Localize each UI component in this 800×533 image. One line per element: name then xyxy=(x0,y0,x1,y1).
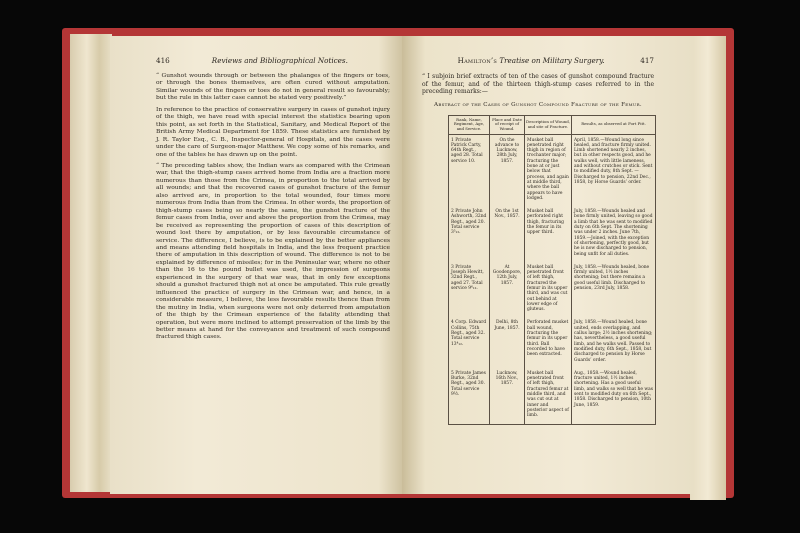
page-edges-right xyxy=(690,36,726,500)
column-header: Description of Wound, and site of Fracture. xyxy=(525,115,572,134)
running-title-rest: Treatise on Military Surgery. xyxy=(499,56,605,65)
table-cell: Musket ball penetrated right thigh in region of trochanter major; fracturing the bone at or just below that process, and again at middle third, where the ball appears to have lodged. xyxy=(525,134,572,206)
table-cell: 2 Private John Ashworth, 32nd Regt., aged 20. Total service 3⁵₁₂. xyxy=(449,206,490,262)
table-heading: Abstract of the Cases of Gunshot Compound Fracture of the Femur. xyxy=(434,101,642,108)
table-cell: 3 Private Joseph Hewitt, 32nd Regt., aged 27. Total service 9⁶₁₂. xyxy=(449,262,490,318)
table-cell: On the advance to Lucknow, 28th July, 1857. xyxy=(490,134,525,206)
table-cell: On the 1st Nov., 1857. xyxy=(490,206,525,262)
table-row xyxy=(449,317,656,367)
column-header: Rank, Name, Regiment, Age, and Service. xyxy=(449,115,490,134)
running-title-author: Hamilton’s xyxy=(457,56,498,65)
table-row xyxy=(449,262,656,318)
table-cell: Lucknow, 16th Nov., 1857. xyxy=(490,368,525,424)
table-cell: April, 1858.—Wound long since healed, and fracture firmly united. Limb shortened nearly 2 inches, but in other respects good, and he walks well, with little lameness, and without crutches or stick. Sent to modified duty, 8th Sept. —Discharged to pension, 22nd Dec., 1858, by Horse Guards’ order. xyxy=(572,134,656,206)
right-page-number: 417 xyxy=(640,56,654,65)
table-cell: Musket ball perforated right thigh, fracturing the femur in its upper third. xyxy=(525,206,572,262)
left-running-title: Reviews and Bibliographical Notices. xyxy=(211,56,348,65)
table-row xyxy=(449,368,656,424)
paragraph: In reference to the practice of conservative surgery in cases of gunshot injury of the thigh, we have read with special interest the statistics bearing upon this point, as set forth in the Statistical, Sanitary, and Medical Report of the British Army Medical Department for 1859. These statistics are furnished by J. R. Taylor Esq., C. B., Inspector-general of Hospitals, and the cases were under the care of Surgeon-major Matthew. We copy some of his remarks, and one of the tables he has drawn up on the point. xyxy=(156,106,390,158)
left-page-number: 416 xyxy=(156,56,170,65)
table-cell: 5 Private James Burke, 32nd Regt., aged 30. Total service 9½. xyxy=(449,368,490,424)
table-cell: Delhi, 8th June, 1857. xyxy=(490,317,525,367)
table-cell: At Goodenpore, 12th July, 1857. xyxy=(490,262,525,318)
column-header: Place and Date of receipt of Wound. xyxy=(490,115,525,134)
table-cell: Musket ball penetrated front of left thigh, fractured femur at middle third, and was cut out at inner and posterior aspect of limb. xyxy=(525,368,572,424)
paragraph: “ Gunshot wounds through or between the phalanges of the fingers or toes, or through the bones themselves, are often cured without amputation. Similar wounds of the fingers or toes do not in general result so favourably; but the rule in this latter case cannot be stated very positively.” xyxy=(156,73,390,102)
table-cell: Perforated musket ball wound, fracturing the femur in its upper third. Ball recorded to have been extracted. xyxy=(525,317,572,367)
table-header-row xyxy=(449,115,656,134)
table-cell: July, 1858.—Wounds healed, bone firmly united, 1½ inches shortening; but there remains a good useful limb. Discharged to pension, 23rd July, 1858. xyxy=(572,262,656,318)
table-cell: July, 1858.—Wounds healed and bone firmly united, leaving so good a limb that he was sent to modified duty on 6th Sept. The shortening was under 2 inches. June 7th, 1859.—Joined, with the exception of shortening, perfectly good, but he is now discharged to pension, being unfit for all duties. xyxy=(572,206,656,262)
table-cell: 1 Private Patrick Carty, 64th Regt., aged 28. Total service 10. xyxy=(449,134,490,206)
cases-table xyxy=(448,115,656,425)
page-edges-left xyxy=(70,34,112,492)
intro-paragraph: “ I subjoin brief extracts of ten of the cases of gunshot compound fracture of the femur, and of the thirteen thigh-stump cases referred to in the preceding remarks:— xyxy=(422,73,654,96)
column-header: Results, as observed at Fort Pitt. xyxy=(572,115,656,134)
paragraph: “ The preceding tables show, the Indian wars as compared with the Crimean war, that the thigh-stump cases arrived home from India are a fraction more numerous than those from the Crimea, in proportion to the total arrived by all wounds; and that the recovered cases of gunshot fracture of the femur also arrived are, in proportion to the total wounded, four times more numerous from India than from the Crimea. In other words, the proportion of thigh-stump cases being so nearly the same, the gunshot fracture of the femur cases from India, over and above the proportion from the Crimea, may be received as representing the proportion of cases of this description of wound lost there by amputation, or by less favourable circumstance of service. The difference, I believe, is to be explained by the better appliances and means attending field hospitals in India, and the less frequent practice there of amputation in this description of wound. The difference is not to be explained by difference of missiles; for in the Peninsular war, where no other than the 16 to the pound bullet was used, the impression of surgeons experienced in the surgery of that war was, that in only few exceptions should a gunshot fractured thigh not at once be amputated. This rule greatly influenced the practice of surgery in the Crimean war, and hence, in a considerable measure, I believe, the less favourable results thence than from the mutiny in India, when surgeons were not only deterred from amputation of the thigh by the Crimean experience of the fatality attending that operation, but were more inclined to attempt preservation of the limb by the better means at hand for the conveyance and treatment of such compound fractured thigh cases. xyxy=(156,162,390,341)
table-cell: Musket ball penetrated front of left thigh, fractured the femur in its upper third, and was cut out behind at lower edge of gluteus. xyxy=(525,262,572,318)
right-page xyxy=(402,36,694,494)
left-page xyxy=(110,36,402,494)
table-row xyxy=(449,134,656,206)
table-row xyxy=(449,206,656,262)
table-cell: July, 1858.—Wound healed, bone united, ends overlapping, and callus large; 2½ inches shortening; has, nevertheless, a good useful limb, and he walks well. Passed to modified duty, 6th Sept., 1858, but discharged to pension by Horse Guards’ order. xyxy=(572,317,656,367)
right-running-title xyxy=(458,56,605,65)
left-running-head xyxy=(156,56,390,65)
table-cell: 4 Corp. Edward Collins, 75th Regt., aged 32. Total service 13⁴₁₂. xyxy=(449,317,490,367)
table-cell: Aug., 1858.—Wound healed, fracture united, 1½ inches shortening. Has a good useful limb, and walks so well that he was sent to modified duty on 6th Sept., 1858. Discharged to pension, 10th June, 1859. xyxy=(572,368,656,424)
right-running-head xyxy=(422,56,654,65)
